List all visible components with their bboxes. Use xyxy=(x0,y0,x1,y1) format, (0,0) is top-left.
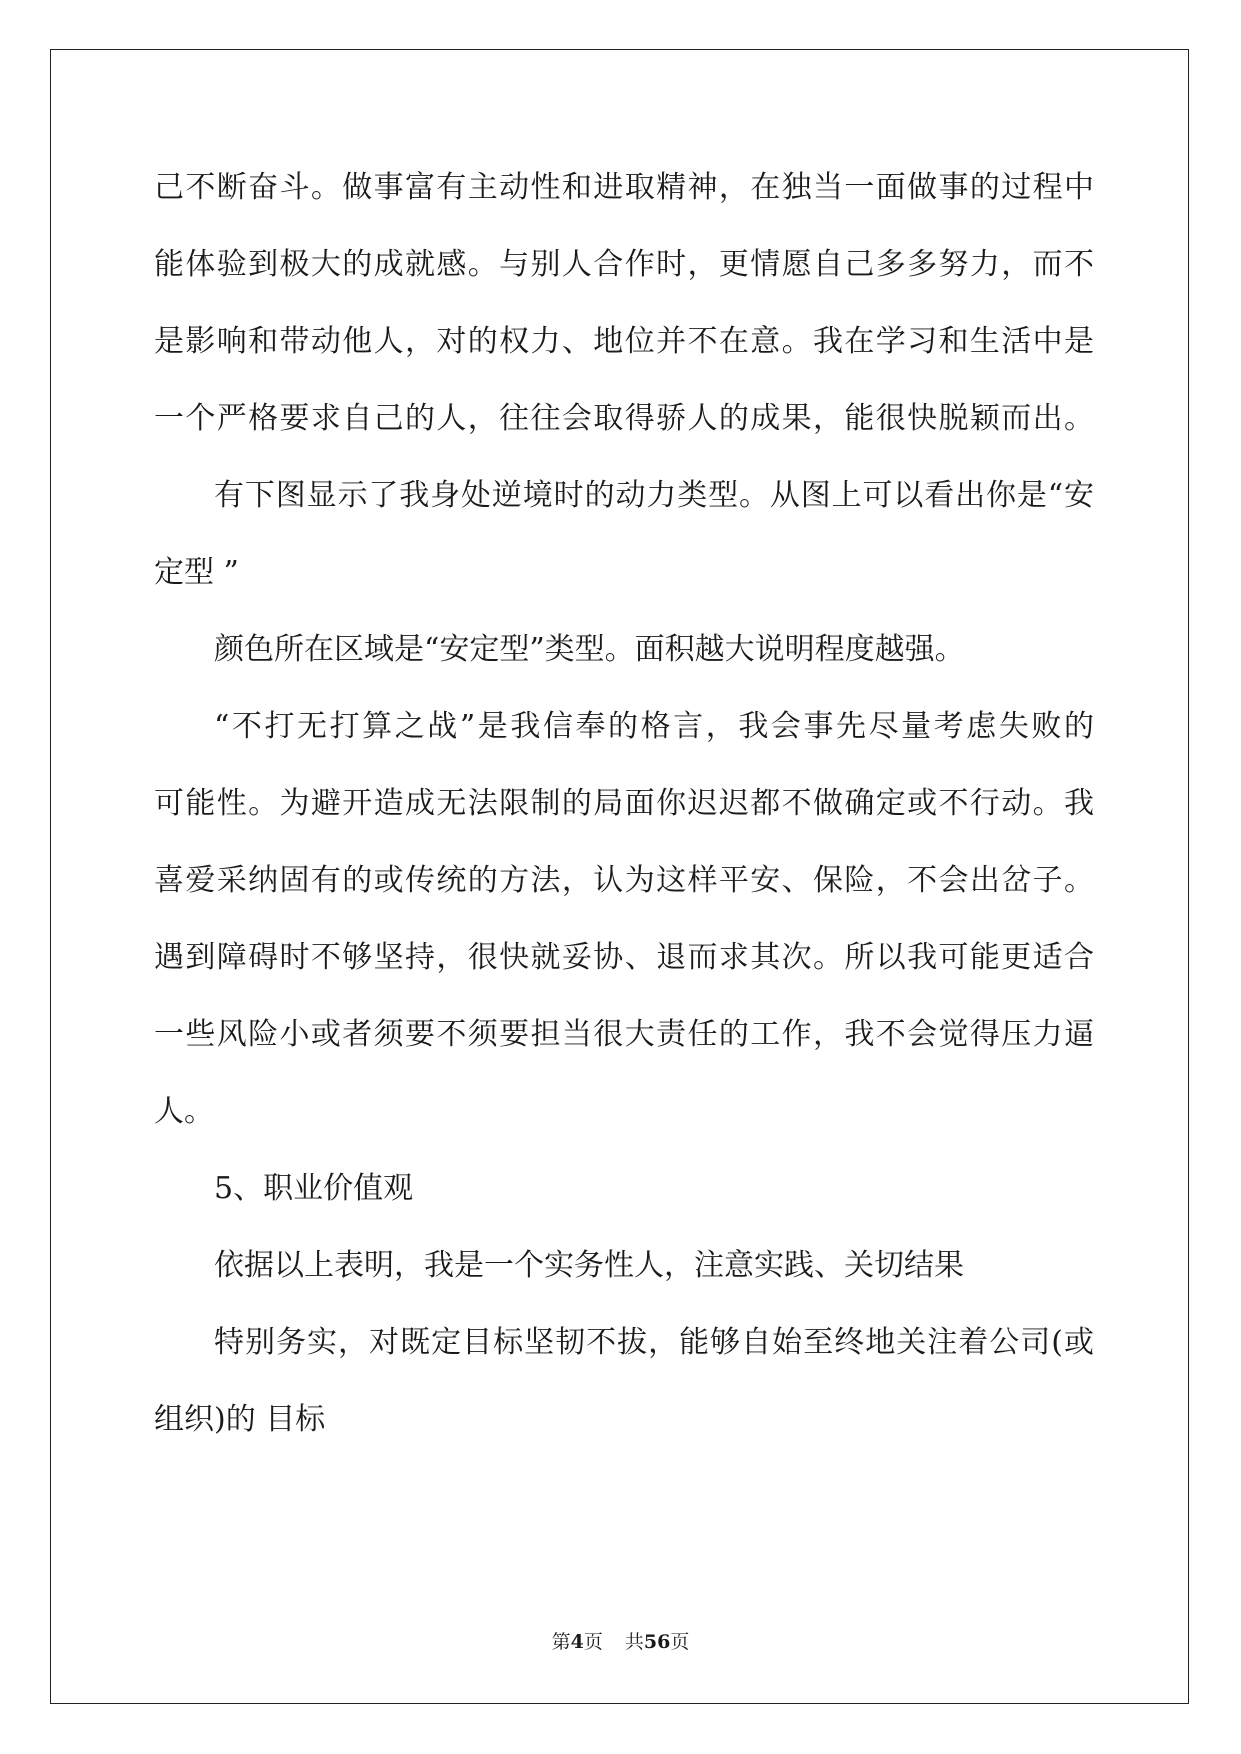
text-line: 遇到障碍时不够坚持，很快就妥协、退而求其次。所以我可能更适合 xyxy=(154,940,1094,975)
text-line: 依据以上表明，我是一个实务性人，注意实践、关切结果 xyxy=(214,1248,964,1283)
text-line: 特别务实，对既定目标坚韧不拔，能够自始至终地关注着公司(或 xyxy=(214,1325,1094,1360)
text-line: 可能性。为避开造成无法限制的局面你迟迟都不做确定或不行动。我 xyxy=(154,786,1094,821)
page-number: 4 xyxy=(570,1631,584,1653)
text-line: “不打无打算之战”是我信奉的格言，我会事先尽量考虑失败的 xyxy=(214,709,1094,744)
text-line: 组织)的 目标 xyxy=(154,1402,326,1437)
page-suffix: 页 xyxy=(583,1631,603,1653)
text-line: 定型 ” xyxy=(154,555,239,590)
document-body xyxy=(154,158,1094,1467)
total-pages: 56 xyxy=(643,1631,671,1653)
text-line: 己不断奋斗。做事富有主动性和进取精神，在独当一面做事的过程中 xyxy=(154,170,1094,205)
text-line: 是影响和带动他人，对的权力、地位并不在意。我在学习和生活中是 xyxy=(154,324,1094,359)
text-line: 5、职业价值观 xyxy=(214,1171,414,1206)
text-line: 人。 xyxy=(154,1094,214,1129)
text-line: 颜色所在区域是“安定型”类型。面积越大说明程度越强。 xyxy=(214,632,965,667)
text-line: 一个严格要求自己的人，往往会取得骄人的成果，能很快脱颖而出。 xyxy=(154,401,1094,436)
text-line: 能体验到极大的成就感。与别人合作时，更情愿自己多多努力，而不 xyxy=(154,247,1094,282)
text-line: 一些风险小或者须要不须要担当很大责任的工作，我不会觉得压力逼 xyxy=(154,1017,1094,1052)
page-footer xyxy=(0,1627,1241,1654)
text-line: 有下图显示了我身处逆境时的动力类型。从图上可以看出你是“安 xyxy=(214,478,1094,513)
page-prefix: 第 xyxy=(551,1631,571,1653)
total-prefix: 共 xyxy=(624,1631,644,1653)
total-suffix: 页 xyxy=(670,1631,690,1653)
text-line: 喜爱采纳固有的或传统的方法，认为这样平安、保险，不会出岔子。 xyxy=(154,863,1094,898)
